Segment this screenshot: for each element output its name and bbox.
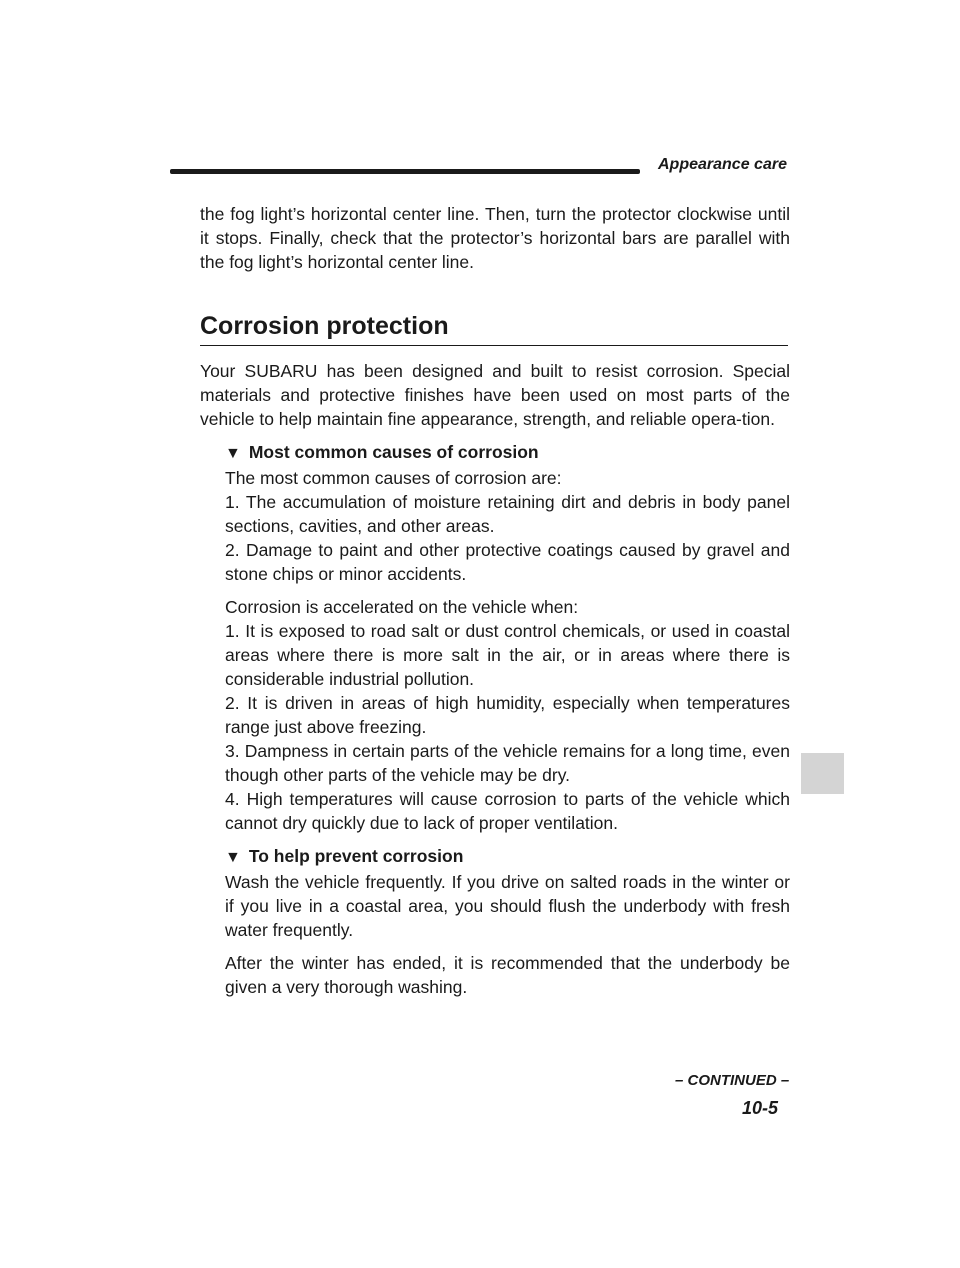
section-intro: Your SUBARU has been designed and built to resist corrosion. Special materials and protective finishes have been used on most parts of the vehicle to help maintain fine appearance, strength, and reliable opera-tion. (200, 361, 790, 429)
prevent-paragraph-2: After the winter has ended, it is recommended that the underbody be given a very thorough washing. (225, 953, 790, 997)
causes-item-1: 1. The accumulation of moisture retaining dirt and debris in body panel sections, cavities, and other areas. (225, 492, 790, 536)
down-triangle-icon: ▼ (225, 445, 241, 462)
causes-block (200, 440, 790, 999)
accelerated-item-1: 1. It is exposed to road salt or dust control chemicals, or used in coastal areas where there is more salt in the air, or in areas where there is considerable industrial pollution. (225, 621, 790, 689)
page-number: 10-5 (742, 1098, 779, 1118)
prevent-paragraph-1: Wash the vehicle frequently. If you drive on salted roads in the winter or if you live in a coastal area, you should flush the underbody with fresh water frequently. (225, 872, 790, 940)
prevent-heading-text: To help prevent corrosion (248, 846, 464, 866)
causes-heading (225, 440, 790, 466)
page-content (200, 202, 790, 999)
prevent-heading (225, 844, 790, 870)
accelerated-lead: Corrosion is accelerated on the vehicle when: (225, 597, 579, 617)
running-header-title: Appearance care (658, 156, 787, 173)
accelerated-item-2: 2. It is driven in areas of high humidity, especially when temperatures range just above freezing. (225, 693, 790, 737)
accelerated-item-3: 3. Dampness in certain parts of the vehicle remains for a long time, even though other parts of the vehicle may be dry. (225, 741, 790, 785)
accelerated-item-4: 4. High temperatures will cause corrosion to parts of the vehicle which cannot dry quickly due to lack of proper ventilation. (225, 789, 790, 833)
causes-heading-text: Most common causes of corrosion (248, 442, 539, 462)
continued-label: – CONTINUED – (675, 1072, 790, 1089)
chapter-side-tab (801, 753, 844, 794)
section-title: Corrosion protection (200, 309, 788, 346)
header-rule (170, 169, 640, 174)
causes-lead: The most common causes of corrosion are: (225, 468, 562, 488)
causes-item-2: 2. Damage to paint and other protective coatings caused by gravel and stone chips or minor accidents. (225, 540, 790, 584)
intro-paragraph: the fog light’s horizontal center line. Then, turn the protector clockwise until it stops. Finally, check that the protector’s horizontal bars are parallel with the fog light’s horizontal center line. (200, 204, 790, 272)
down-triangle-icon: ▼ (225, 849, 241, 866)
